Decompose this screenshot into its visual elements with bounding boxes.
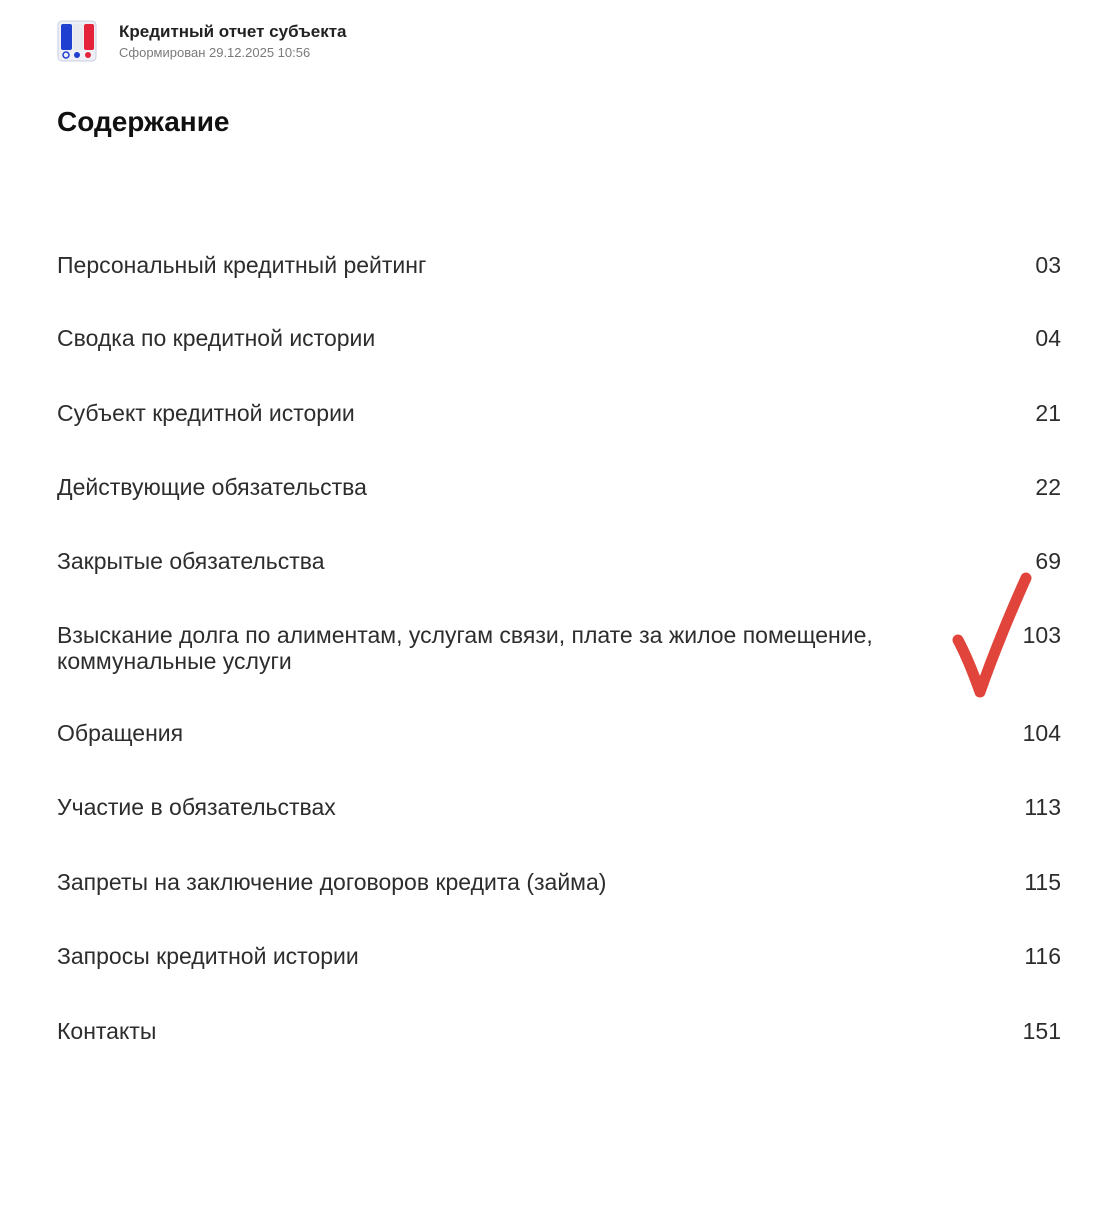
toc-item[interactable] bbox=[57, 622, 1061, 674]
toc-item[interactable] bbox=[57, 474, 1061, 500]
toc-item-title: Взыскание долга по алиментам, услугам связи, плате за жилое помещение, коммунальные услуги bbox=[57, 622, 873, 674]
header-text bbox=[119, 20, 347, 61]
toc-item[interactable] bbox=[57, 943, 1061, 969]
toc-item-page: 104 bbox=[1022, 720, 1061, 746]
bureau-logo-icon bbox=[57, 20, 97, 62]
red-checkmark-icon bbox=[950, 570, 1035, 705]
toc-item-title: Субъект кредитной истории bbox=[57, 400, 355, 426]
toc-item[interactable] bbox=[57, 400, 1061, 426]
toc-item[interactable] bbox=[57, 252, 1061, 278]
toc-item-page: 151 bbox=[1022, 1018, 1061, 1044]
toc-item-page: 113 bbox=[1024, 794, 1061, 820]
toc-item[interactable] bbox=[57, 325, 1061, 351]
toc-item-title: Участие в обязательствах bbox=[57, 794, 336, 820]
toc-item-title: Запреты на заключение договоров кредита (займа) bbox=[57, 869, 607, 895]
toc-item-title: Действующие обязательства bbox=[57, 474, 367, 500]
report-generated-date: Сформирован 29.12.2025 10:56 bbox=[119, 45, 311, 60]
toc-item-page: 116 bbox=[1024, 943, 1061, 969]
toc-item-title: Контакты bbox=[57, 1018, 157, 1044]
toc-item[interactable] bbox=[57, 794, 1061, 820]
toc-item-title: Закрытые обязательства bbox=[57, 548, 325, 574]
toc-item-title: Персональный кредитный рейтинг bbox=[57, 252, 427, 278]
toc-heading: Содержание bbox=[57, 106, 230, 137]
toc-item-title: Запросы кредитной истории bbox=[57, 943, 359, 969]
toc-item[interactable] bbox=[57, 720, 1061, 746]
report-title: Кредитный отчет субъекта bbox=[119, 22, 347, 41]
toc-item-title: Обращения bbox=[57, 720, 184, 746]
toc-item-page: 03 bbox=[1035, 252, 1061, 278]
toc-item-title: Сводка по кредитной истории bbox=[57, 325, 376, 351]
toc-item-page: 69 bbox=[1035, 548, 1061, 574]
toc-item-page: 115 bbox=[1024, 869, 1061, 895]
toc-item[interactable] bbox=[57, 869, 1061, 895]
toc-item-page: 22 bbox=[1035, 474, 1061, 500]
report-header bbox=[57, 20, 347, 62]
toc-item-page: 21 bbox=[1035, 400, 1061, 426]
toc-item-page: 103 bbox=[1022, 622, 1061, 648]
toc-item[interactable] bbox=[57, 1018, 1061, 1044]
toc-item[interactable] bbox=[57, 548, 1061, 574]
toc-item-page: 04 bbox=[1035, 325, 1061, 351]
